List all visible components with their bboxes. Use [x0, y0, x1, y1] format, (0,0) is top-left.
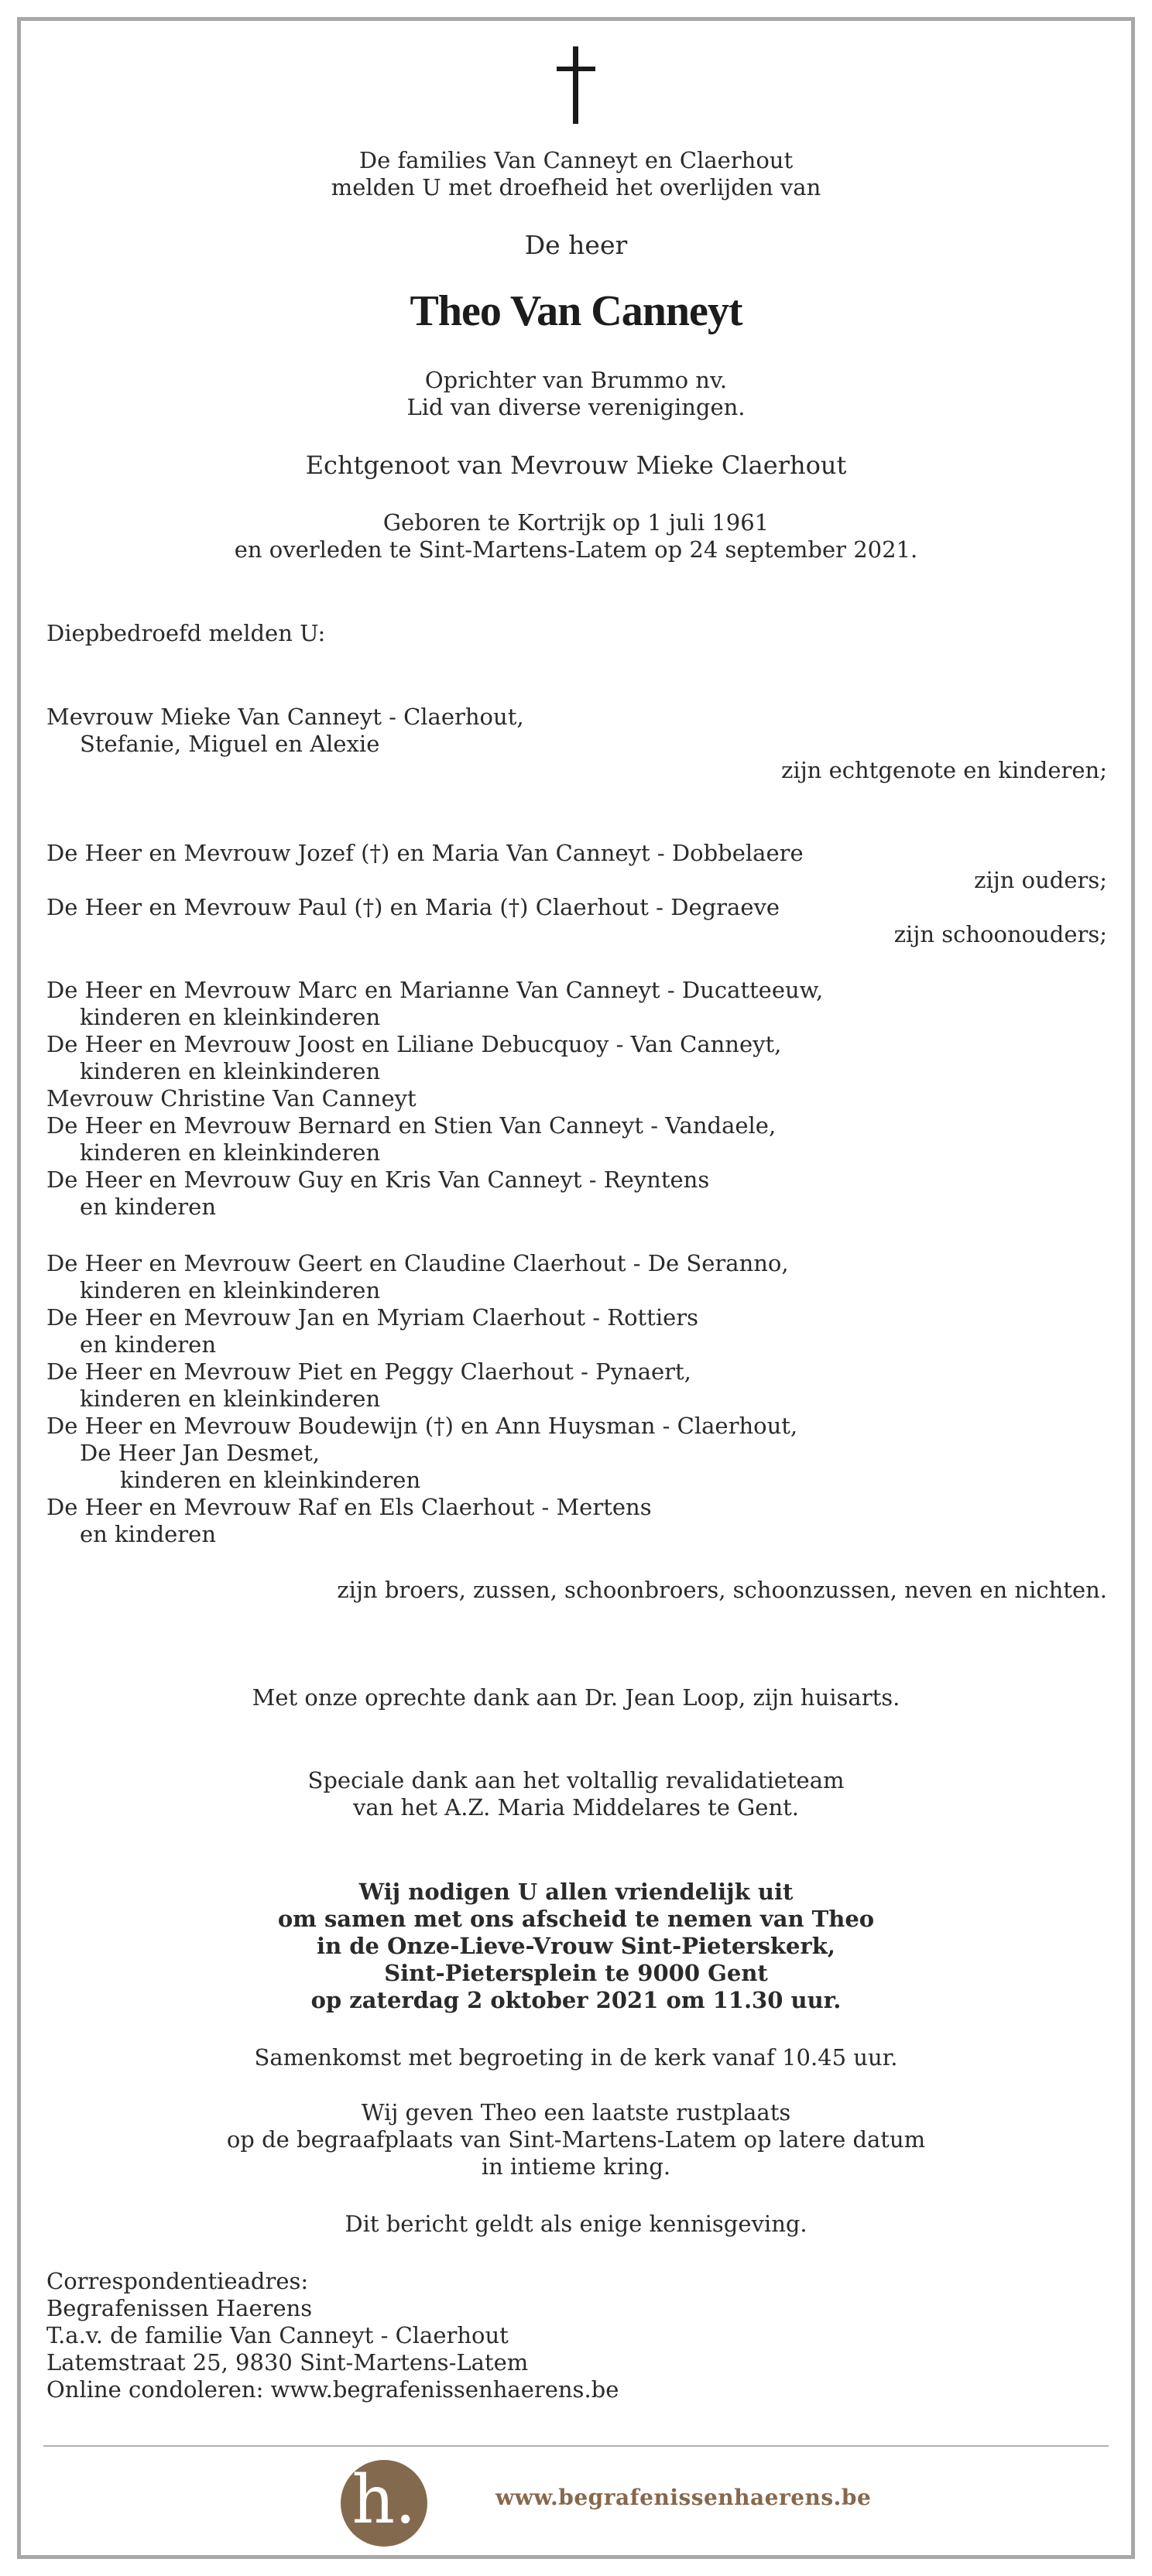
sibling-line: kinderen en kleinkinderen [120, 1467, 421, 1493]
role-line-2: Lid van diverse verenigingen. [406, 394, 746, 420]
thanks-team-2: van het A.Z. Maria Middelares te Gent. [352, 1794, 799, 1821]
birth-line: Geboren te Kortrijk op 1 juli 1961 [382, 509, 770, 536]
intro-line-2: melden U met droefheid het overlijden van [331, 174, 821, 200]
sibling-line: De Heer en Mevrouw Geert en Claudine Claerhout - De Seranno, [46, 1250, 789, 1276]
resting-line: op de begraafplaats van Sint-Martens-Latem op latere datum [226, 2126, 926, 2153]
sibling-line: De Heer Jan Desmet, [80, 1440, 320, 1466]
death-line: en overleden te Sint-Martens-Latem op 24 september 2021. [234, 536, 918, 563]
invitation-line: Wij nodigen U allen vriendelijk uit [358, 1879, 794, 1905]
correspondence-line: Correspondentieadres: [46, 2268, 309, 2294]
role-parents: zijn ouders; [974, 867, 1107, 893]
thanks-doctor: Met onze oprechte dank aan Dr. Jean Loop, zijn huisarts. [252, 1684, 900, 1711]
resting-line: in intieme kring. [481, 2153, 671, 2180]
correspondence-line: Online condoleren: www.begrafenissenhaerens.be [46, 2376, 619, 2403]
family-parents-in-law: De Heer en Mevrouw Paul (†) en Maria (†) Claerhout - Degraeve [46, 894, 780, 920]
sibling-line: kinderen en kleinkinderen [80, 1004, 381, 1030]
sibling-line: De Heer en Mevrouw Marc en Marianne Van Canneyt - Ducatteeuw, [46, 977, 824, 1003]
family-spouse: Mevrouw Mieke Van Canneyt - Claerhout, [46, 704, 524, 730]
correspondence-line: Begrafenissen Haerens [46, 2295, 313, 2321]
sibling-line: kinderen en kleinkinderen [80, 1386, 381, 1412]
sibling-line: Mevrouw Christine Van Canneyt [46, 1085, 417, 1112]
resting-line: Wij geven Theo een laatste rustplaats [361, 2099, 791, 2126]
gathering: Samenkomst met begroeting in de kerk vanaf 10.45 uur. [254, 2044, 898, 2071]
invitation-line: in de Onze-Lieve-Vrouw Sint-Pieterskerk, [317, 1933, 835, 1959]
sibling-line: De Heer en Mevrouw Raf en Els Claerhout - Mertens [46, 1494, 652, 1520]
correspondence-line: Latemstraat 25, 9830 Sint-Martens-Latem [46, 2349, 529, 2376]
notice: Dit bericht geldt als enige kennisgeving. [345, 2211, 807, 2237]
sibling-line: De Heer en Mevrouw Guy en Kris Van Canneyt - Reyntens [46, 1166, 710, 1193]
intro-line-1: De families Van Canneyt en Claerhout [358, 147, 794, 173]
sibling-line: kinderen en kleinkinderen [80, 1139, 381, 1166]
sibling-line: De Heer en Mevrouw Jan en Myriam Claerhout - Rottiers [46, 1304, 699, 1331]
sibling-line: De Heer en Mevrouw Bernard en Stien Van Canneyt - Vandaele, [46, 1112, 777, 1139]
footer-divider [43, 2445, 1109, 2447]
sibling-line: en kinderen [80, 1521, 217, 1547]
sibling-line: kinderen en kleinkinderen [80, 1058, 381, 1084]
thanks-team-1: Speciale dank aan het voltallig revalidatieteam [307, 1767, 845, 1793]
family-parents: De Heer en Mevrouw Jozef (†) en Maria Van Canneyt - Dobbelaere [46, 840, 804, 866]
footer-website-link[interactable]: www.begrafenissenhaerens.be [495, 2485, 872, 2510]
family-children: Stefanie, Miguel en Alexie [80, 731, 380, 757]
spouse-line: Echtgenoot van Mevrouw Mieke Claerhout [305, 450, 847, 480]
role-line-1: Oprichter van Brummo nv. [424, 367, 728, 393]
sibling-line: De Heer en Mevrouw Boudewijn (†) en Ann Huysman - Claerhout, [46, 1413, 798, 1439]
sibling-line: De Heer en Mevrouw Joost en Liliane Debucquoy - Van Canneyt, [46, 1031, 782, 1057]
sibling-line: De Heer en Mevrouw Piet en Peggy Claerhout - Pynaert, [46, 1358, 691, 1385]
sibling-line: en kinderen [80, 1194, 217, 1220]
deceased-name: Theo Van Canneyt [410, 287, 742, 335]
invitation-line: op zaterdag 2 oktober 2021 om 11.30 uur. [310, 1987, 842, 2013]
role-spouse-children: zijn echtgenote en kinderen; [781, 757, 1107, 783]
salutation: De heer [524, 230, 628, 260]
invitation-line: om samen met ons afscheid te nemen van Theo [277, 1906, 875, 1932]
cross-icon [557, 46, 595, 124]
announce: Diepbedroefd melden U: [46, 620, 326, 646]
invitation-line: Sint-Pietersplein te 9000 Gent [384, 1960, 768, 1986]
sibling-line: en kinderen [80, 1331, 217, 1358]
role-siblings: zijn broers, zussen, schoonbroers, schoonzussen, neven en nichten. [337, 1577, 1107, 1603]
haerens-logo: h. [341, 2460, 427, 2547]
correspondence-line: T.a.v. de familie Van Canneyt - Claerhout [46, 2322, 509, 2348]
role-parents-in-law: zijn schoonouders; [893, 921, 1107, 947]
sibling-line: kinderen en kleinkinderen [80, 1277, 381, 1303]
